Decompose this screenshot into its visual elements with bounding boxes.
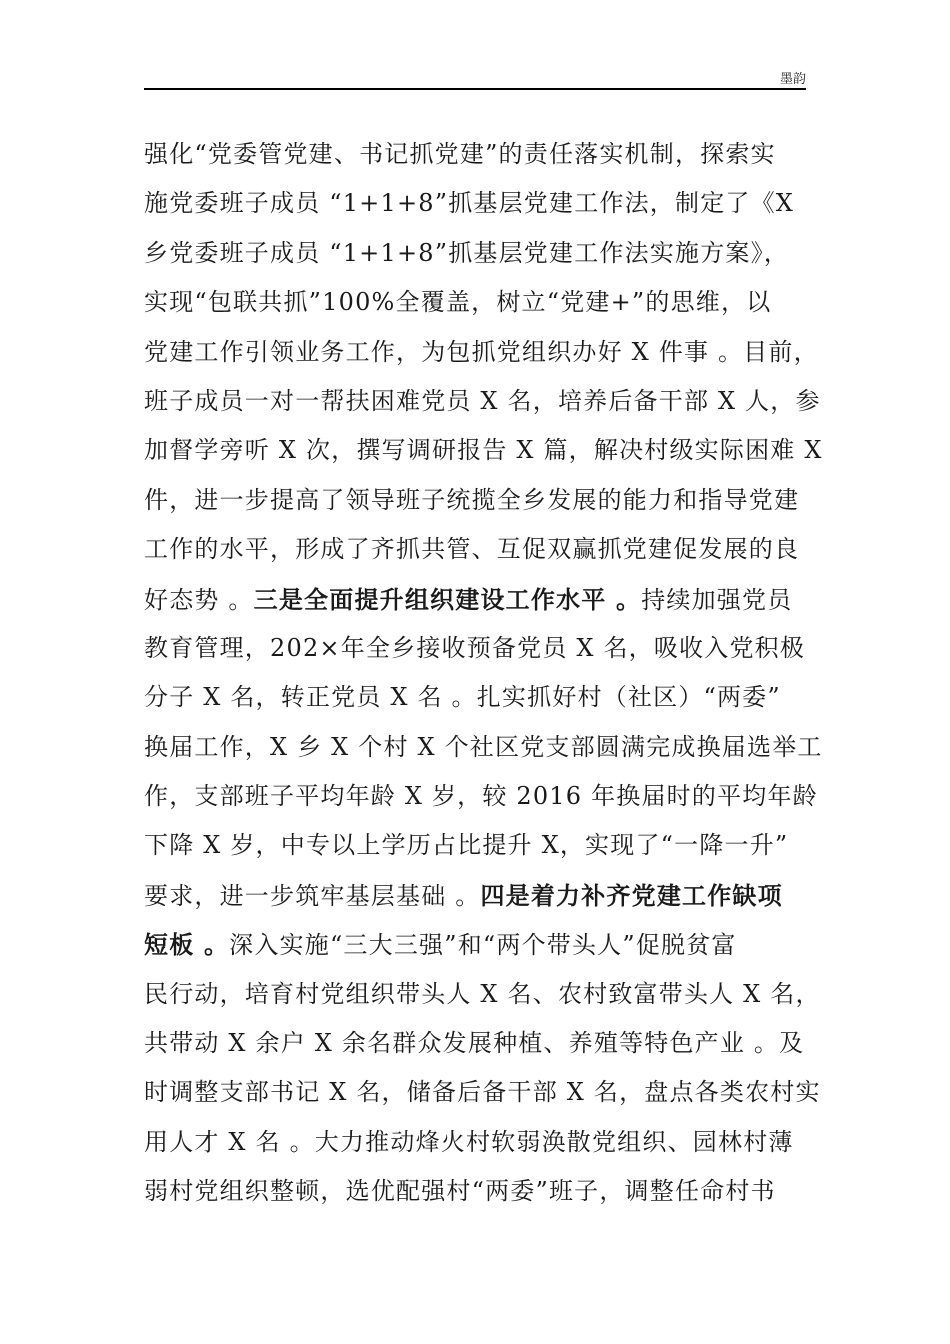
body-text-segment: 民行动，培育村党组织带头人 X 名、农村致富带头人 X 名， xyxy=(144,979,821,1008)
body-text-segment: 好态势 。 xyxy=(144,585,254,614)
body-text-segment: 党建工作引领业务工作，为包抓党组织办好 X 件事 。目前， xyxy=(144,337,819,366)
body-text-segment: 施党委班子成员 “1+1+8”抓基层党建工作法，制定了《X xyxy=(144,189,795,218)
text-line xyxy=(144,624,824,673)
text-line xyxy=(144,1019,824,1068)
header-rule xyxy=(144,88,806,90)
text-line xyxy=(144,179,824,228)
text-line xyxy=(144,871,824,920)
text-line xyxy=(144,130,824,179)
body-text-segment: 持续加强党员 xyxy=(641,585,793,614)
text-line xyxy=(144,328,824,377)
document-body xyxy=(144,130,824,1217)
page-header xyxy=(144,68,806,88)
header-brand: 墨韵 xyxy=(779,72,806,87)
text-line xyxy=(144,772,824,821)
body-text-segment: 强化“党委管党建、书记抓党建”的责任落实机制，探索实 xyxy=(144,140,776,168)
body-text-segment: 班子成员一对一帮扶困难党员 X 名，培养后备干部 X 人，参 xyxy=(144,386,821,415)
body-text-segment: 教育管理，202×年全乡接收预备党员 X 名，吸收入党积极 xyxy=(144,633,806,662)
text-line xyxy=(144,525,824,574)
body-text-segment: 下降 X 岁，中专以上学历占比提升 X，实现了“一降一升” xyxy=(144,831,789,860)
body-text-segment: 时调整支部书记 X 名，储备后备干部 X 名，盘点各类农村实 xyxy=(144,1078,821,1107)
bold-heading-text: 三是全面提升组织建设工作水平 。 xyxy=(253,584,642,614)
body-text-segment: 作，支部班子平均年龄 X 岁，较 2016 年换届时的平均年龄 xyxy=(144,782,818,811)
body-text-segment: 件，进一步提高了领导班子统揽全乡发展的能力和指导党建 xyxy=(144,485,800,514)
bold-heading-text: 四是着力补齐党建工作缺项 xyxy=(480,880,783,910)
body-text-segment: 换届工作，X 乡 X 个村 X 个社区党支部圆满完成换届选举工 xyxy=(144,732,823,761)
body-text-segment: 弱村党组织整顿，选优配强村“两委”班子，调整任命村书 xyxy=(144,1177,776,1206)
body-text-segment: 工作的水平，形成了齐抓共管、互促双赢抓党建促发展的良 xyxy=(144,535,800,564)
body-text-segment: 要求，进一步筑牢基层基础 。 xyxy=(144,881,481,910)
text-line xyxy=(144,673,824,722)
text-line xyxy=(144,1167,824,1216)
text-line xyxy=(144,821,824,870)
body-text-segment: 乡党委班子成员 “1+1+8”抓基层党建工作法实施方案》， xyxy=(144,238,789,267)
bold-heading-text: 短板 。 xyxy=(144,930,230,960)
body-text-segment: 分子 X 名，转正党员 X 名 。扎实抓好村（社区）“两委” xyxy=(144,683,781,712)
text-line xyxy=(144,476,824,525)
text-line xyxy=(144,377,824,426)
text-line xyxy=(144,1118,824,1167)
text-line xyxy=(144,426,824,475)
text-line xyxy=(144,920,824,969)
text-line xyxy=(144,575,824,624)
text-line xyxy=(144,278,824,327)
body-text-segment: 用人才 X 名 。大力推动烽火村软弱涣散党组织、园林村薄 xyxy=(144,1127,794,1156)
text-line xyxy=(144,723,824,772)
body-text-segment: 加督学旁听 X 次，撰写调研报告 X 篇，解决村级实际困难 X xyxy=(144,436,823,465)
body-text-segment: 深入实施“三大三强”和“两个带头人”促脱贫富 xyxy=(229,931,737,960)
body-text-segment: 共带动 X 余户 X 余名群众发展种植、养殖等特色产业 。及 xyxy=(144,1029,805,1058)
text-line xyxy=(144,970,824,1019)
body-text-segment: 实现“包联共抓”100%全覆盖，树立“党建+”的思维，以 xyxy=(144,288,772,317)
text-line xyxy=(144,1068,824,1117)
text-line xyxy=(144,229,824,278)
